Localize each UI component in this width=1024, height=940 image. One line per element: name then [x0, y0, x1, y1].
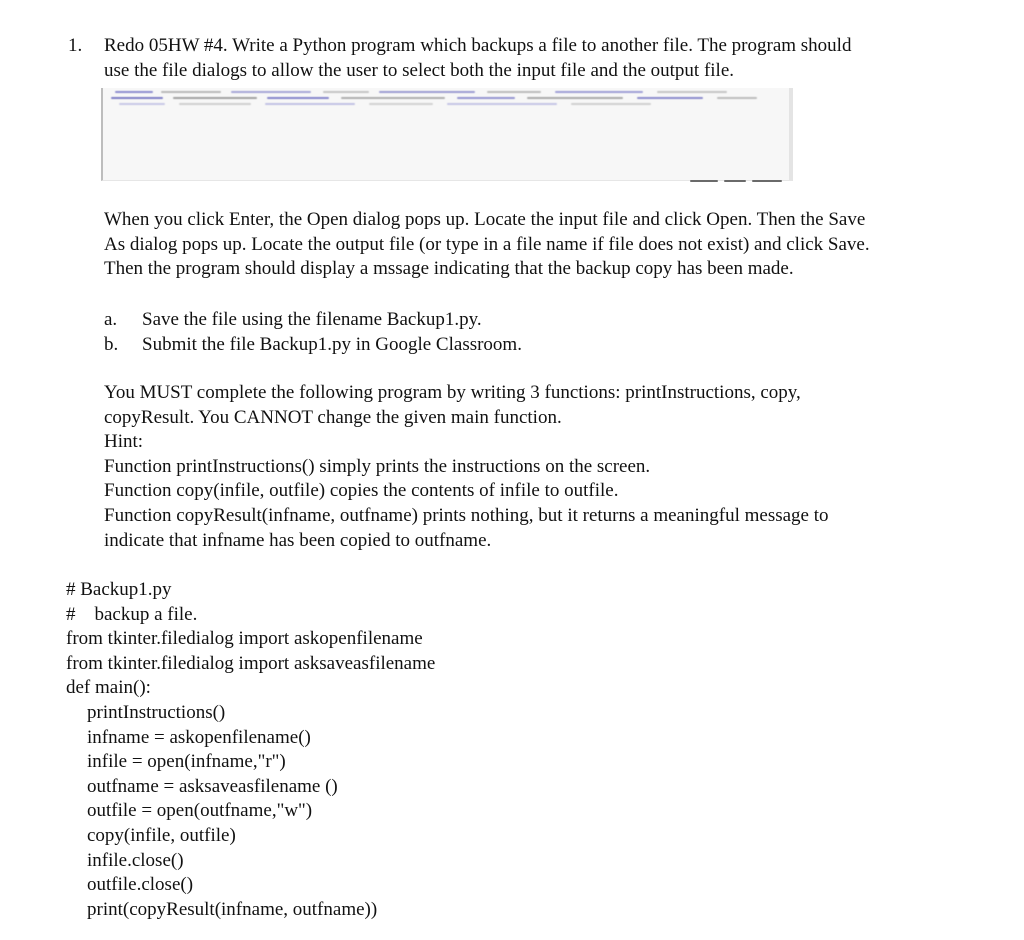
code-line: # backup a file.	[66, 603, 198, 625]
code-line: print(copyResult(infname, outfname))	[87, 898, 378, 920]
instructions-paragraph	[104, 208, 870, 282]
code-line: infname = askopenfilename()	[87, 726, 311, 748]
requirements-line: copyResult. You CANNOT change the given main function.	[104, 406, 562, 428]
code-line: copy(infile, outfile)	[87, 824, 236, 846]
code-line: printInstructions()	[87, 701, 226, 723]
list-item-text: Save the file using the filename Backup1.py.	[142, 309, 482, 330]
code-line: from tkinter.filedialog import asksaveasfilename	[66, 652, 436, 674]
instructions-line: Then the program should display a mssage indicating that the backup copy has been made.	[104, 258, 794, 280]
list-item-label: a.	[104, 309, 118, 330]
list-item-text: Submit the file Backup1.py in Google Classroom.	[142, 333, 522, 355]
blurred-screenshot-image	[101, 88, 793, 181]
requirements-line: Function printInstructions() simply prints the instructions on the screen.	[104, 455, 651, 477]
instructions-line: When you click Enter, the Open dialog pops up. Locate the input file and click Open. Then the Save	[104, 209, 866, 230]
requirements-paragraph	[104, 381, 829, 553]
requirements-line: You MUST complete the following program by writing 3 functions: printInstructions, copy,	[104, 382, 801, 403]
question-number: 1.	[68, 35, 83, 56]
requirements-line: Function copyResult(infname, outfname) prints nothing, but it returns a meaningful message to	[104, 504, 829, 526]
question-text	[104, 34, 994, 83]
code-line: infile = open(infname,"r")	[87, 751, 286, 773]
code-line: from tkinter.filedialog import askopenfilename	[66, 628, 423, 650]
code-line: def main():	[66, 677, 151, 699]
requirements-line: indicate that infname has been copied to outfname.	[104, 529, 492, 551]
question-line: Redo 05HW #4. Write a Python program which backups a file to another file. The program should	[104, 35, 852, 56]
list-item-label: b.	[104, 333, 119, 355]
question-line: use the file dialogs to allow the user to select both the input file and the output file.	[104, 59, 735, 81]
blurred-text-noise	[109, 88, 759, 110]
requirements-line: Function copy(infile, outfile) copies the contents of infile to outfile.	[104, 480, 619, 502]
code-line: # Backup1.py	[66, 579, 172, 600]
hint-heading: Hint:	[104, 431, 144, 453]
code-line: outfile = open(outfname,"w")	[87, 800, 313, 822]
code-line: outfile.close()	[87, 874, 194, 896]
instructions-line: As dialog pops up. Locate the output file (or type in a file name if file does not exist) and click Save.	[104, 233, 870, 255]
code-line: infile.close()	[87, 849, 184, 871]
code-listing	[66, 578, 435, 922]
blurred-underline	[690, 180, 784, 183]
code-line: outfname = asksaveasfilename ()	[87, 775, 338, 797]
